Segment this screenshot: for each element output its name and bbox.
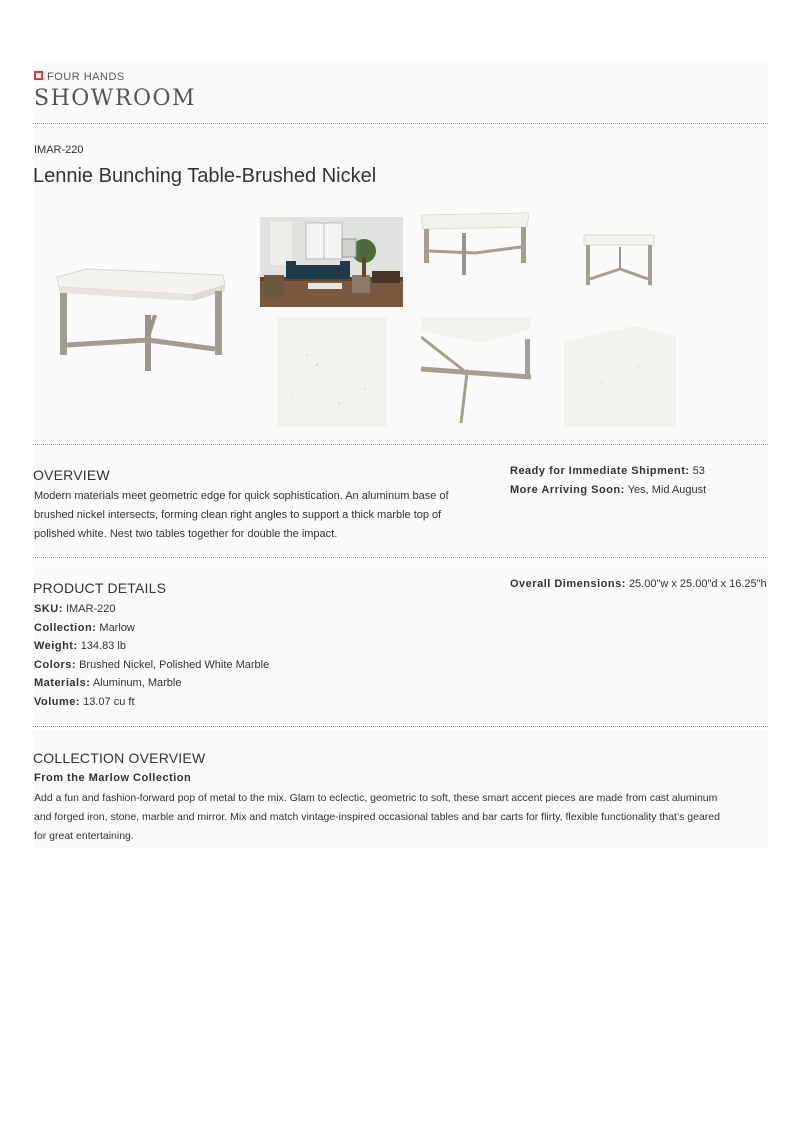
brand-name: FOUR HANDS xyxy=(47,70,125,83)
details-heading: PRODUCT DETAILS xyxy=(33,580,167,596)
arriving-value: Yes, Mid August xyxy=(627,484,707,496)
detail-label: Weight: xyxy=(34,640,78,652)
dimensions-label: Overall Dimensions: xyxy=(510,578,626,590)
detail-row-weight xyxy=(34,640,126,652)
detail-row-collection xyxy=(34,622,135,634)
brand-logo xyxy=(34,68,125,86)
divider xyxy=(33,726,768,727)
detail-value: Aluminum, Marble xyxy=(92,677,182,689)
overview-heading: OVERVIEW xyxy=(33,467,110,483)
shipment-value: 53 xyxy=(692,465,705,477)
shipment-label: Ready for Immediate Shipment: xyxy=(510,465,690,477)
overview-line: brushed nickel intersects, forming clean right angles to support a thick marble top of xyxy=(34,509,442,521)
divider xyxy=(33,557,768,558)
detail-value: Brushed Nickel, Polished White Marble xyxy=(79,659,270,671)
table-base-detail xyxy=(421,317,531,427)
detail-label: Volume: xyxy=(34,696,81,708)
collection-line: for great entertaining. xyxy=(34,830,134,842)
table-side-view xyxy=(582,233,656,289)
arriving-status xyxy=(510,484,706,496)
marble-edge-closeup xyxy=(564,322,676,427)
arriving-label: More Arriving Soon: xyxy=(510,484,625,496)
detail-row-materials xyxy=(34,677,181,689)
detail-label: Colors: xyxy=(34,659,76,671)
collection-subheading: From the Marlow Collection xyxy=(34,772,192,784)
product-code: IMAR-220 xyxy=(34,144,84,156)
divider xyxy=(33,123,768,124)
brand-mark-icon xyxy=(34,71,43,80)
detail-value: 134.83 lb xyxy=(80,640,126,652)
overview-line: Modern materials meet geometric edge for quick sophistication. An aluminum base of xyxy=(34,490,449,502)
detail-label: Materials: xyxy=(34,677,91,689)
divider xyxy=(33,444,768,445)
showroom-title: SHOWROOM xyxy=(34,86,197,111)
collection-text xyxy=(34,789,768,846)
overall-dimensions xyxy=(510,578,767,590)
table-front-view xyxy=(45,225,240,415)
detail-value: 13.07 cu ft xyxy=(83,696,135,708)
dimensions-value: 25.00"w x 25.00"d x 16.25"h xyxy=(628,578,767,590)
shipment-status xyxy=(510,465,705,477)
overview-line: polished white. Nest two tables together for double the impact. xyxy=(34,528,338,540)
table-top-view xyxy=(421,211,529,311)
page-title: Lennie Bunching Table-Brushed Nickel xyxy=(33,165,377,187)
detail-row-colors xyxy=(34,659,269,671)
collection-line: and forged iron, stone, marble and mirror. Mix and match vintage-inspired occasional tables and bar carts for flirty, flexible functionality that’s geared xyxy=(34,811,720,823)
detail-label: SKU: xyxy=(34,603,63,615)
detail-value: IMAR-220 xyxy=(65,603,116,615)
collection-heading: COLLECTION OVERVIEW xyxy=(33,750,206,766)
detail-row-sku xyxy=(34,603,115,615)
detail-value: Marlow xyxy=(99,622,135,634)
overview-text xyxy=(34,487,474,544)
marble-texture-closeup xyxy=(277,317,387,427)
collection-line: Add a fun and fashion-forward pop of metal to the mix. Glam to eclectic, geometric to soft, these smart accent pieces are made from cast aluminum xyxy=(34,792,718,804)
detail-row-volume xyxy=(34,696,135,708)
detail-label: Collection: xyxy=(34,622,97,634)
lifestyle-living-room xyxy=(260,217,403,307)
